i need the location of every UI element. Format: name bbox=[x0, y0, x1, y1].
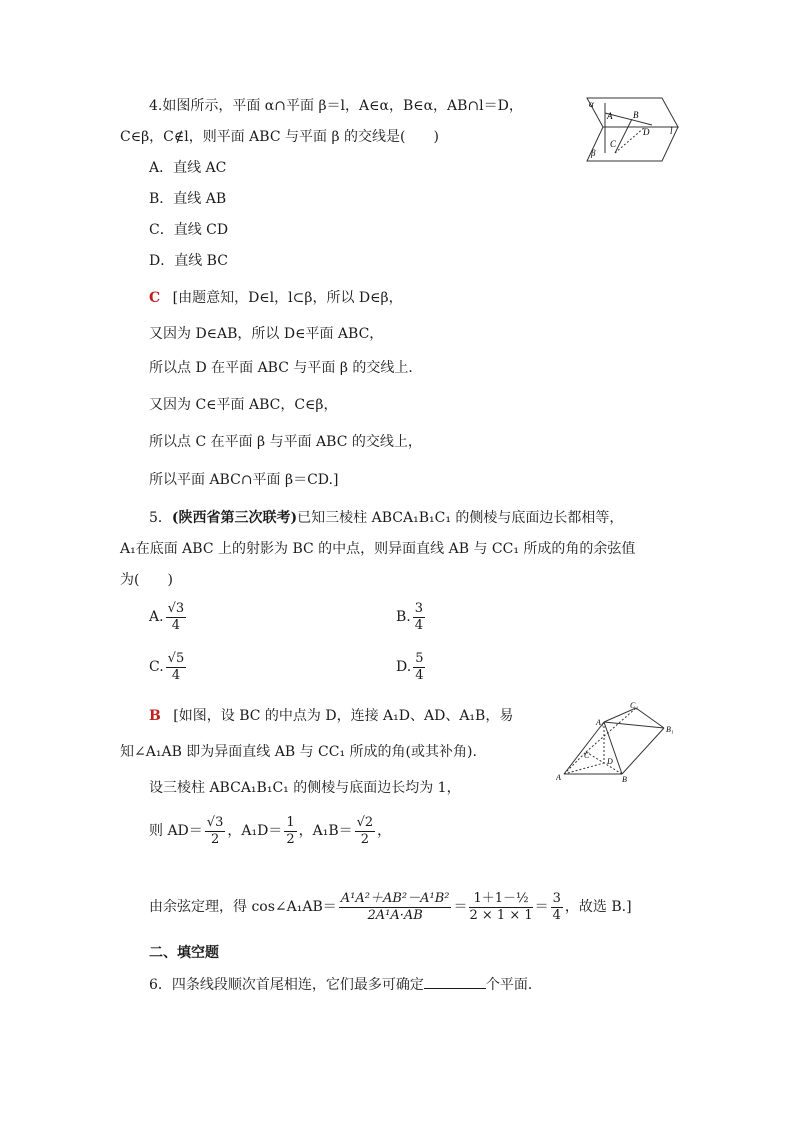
q5-sol5-frac1: $\frac{\text{A¹A²＋AB²－A¹B²}}{\text{2A¹A·AB}}$ bbox=[340, 890, 450, 923]
q5-sol5-pre: 由余弦定理，得 cos∠A₁AB＝ bbox=[149, 899, 337, 915]
q5-sol5-eq: ＝ bbox=[453, 899, 468, 915]
q4-solution-line6: 所以平面 ABC∩平面 β＝CD.] bbox=[149, 472, 339, 488]
q5-solution-line4 bbox=[149, 812, 391, 850]
label-beta: β bbox=[591, 148, 596, 158]
section-heading: 二、填空题 bbox=[149, 945, 219, 961]
q5-stem-line2: A₁在底面 ABC 上的射影为 BC 的中点，则异面直线 AB 与 CC₁ 所成的角的余弦值 bbox=[120, 541, 636, 557]
label-C: C bbox=[610, 139, 617, 149]
q5-sol4-frac3: $\frac{√2}{2}$ bbox=[356, 814, 374, 847]
q4-solution-text1: [由题意知，D∈l，l⊂β，所以 D∈β， bbox=[172, 290, 403, 306]
q5-option-b-fraction: $\frac{3}{4}$ bbox=[414, 600, 424, 633]
label-alpha: α bbox=[589, 99, 594, 109]
q4-solution-line4: 又因为 C∈平面 ABC，C∈β， bbox=[149, 397, 338, 413]
q4-answer-letter: C bbox=[149, 290, 161, 306]
q5-solution-line5 bbox=[149, 888, 632, 926]
q5-option-a-label: A. bbox=[149, 609, 164, 625]
label-A: A bbox=[607, 111, 613, 121]
q4-solution-line5: 所以点 C 在平面 β 与平面 ABC 的交线上， bbox=[149, 434, 422, 450]
q5-sol4-end: ， bbox=[377, 823, 392, 839]
q5-source: (陕西省第三次联考) bbox=[171, 510, 298, 526]
label-l: l bbox=[670, 126, 673, 136]
q5-sol5-eq2: ＝ bbox=[534, 899, 549, 915]
q5-option-c-fraction: $\frac{√5}{4}$ bbox=[167, 650, 185, 683]
q6-answer-blank[interactable] bbox=[424, 974, 486, 989]
q5-option-d-fraction: $\frac{5}{4}$ bbox=[415, 650, 424, 683]
q4-solution-line3: 所以点 D 在平面 ABC 与平面 β 的交线上． bbox=[149, 360, 423, 376]
q4-stem-line2: C∈β，C∉l，则平面 ABC 与平面 β 的交线是( ) bbox=[120, 129, 439, 145]
q4-planes-figure bbox=[577, 95, 679, 165]
label-B: B bbox=[633, 110, 639, 120]
q5-option-a-fraction: $\frac{√3}{4}$ bbox=[167, 600, 185, 633]
q6-stem-pre: 6．四条线段顺次首尾相连，它们最多可确定 bbox=[149, 977, 424, 993]
q5-solution-line3: 设三棱柱 ABCA₁B₁C₁ 的侧棱与底面边长均为 1， bbox=[149, 780, 461, 796]
q5-sol4-frac2: $\frac{1}{2}$ bbox=[286, 814, 295, 847]
q4-option-b: B．直线 AB bbox=[149, 191, 227, 207]
label-A: A bbox=[556, 773, 561, 782]
q5-prism-figure bbox=[556, 700, 680, 784]
label-B1: B₁ bbox=[666, 725, 674, 734]
label-B: B bbox=[622, 775, 627, 784]
q5-option-d-label: D. bbox=[396, 659, 412, 675]
q5-option-a bbox=[149, 600, 188, 634]
label-A1: A₁ bbox=[596, 718, 604, 727]
q5-solution-line2: 知∠A₁AB 即为异面直线 AB 与 CC₁ 所成的角(或其补角). bbox=[120, 744, 477, 760]
q5-answer-letter: B bbox=[149, 708, 161, 724]
q4-solution-line2: 又因为 D∈AB，所以 D∈平面 ABC， bbox=[149, 326, 384, 342]
q5-option-c bbox=[149, 650, 188, 684]
q5-option-b-label: B. bbox=[396, 609, 411, 625]
q5-sol4-frac1: $\frac{√3}{2}$ bbox=[206, 814, 224, 847]
q5-sol5-frac3: $\frac{3}{4}$ bbox=[552, 890, 561, 923]
q5-sol5-frac2: $\frac{\text{1＋1－½}}{2 \times 1 \times 1}$ bbox=[469, 890, 533, 923]
q5-stem-text: 已知三棱柱 ABCA₁B₁C₁ 的侧棱与底面边长都相等， bbox=[297, 510, 624, 526]
label-C: C bbox=[584, 751, 590, 760]
label-D: D bbox=[643, 127, 650, 137]
q5-stem-line3: 为( ) bbox=[120, 572, 173, 588]
q5-option-c-label: C. bbox=[149, 659, 164, 675]
q5-stem-line1 bbox=[149, 508, 623, 528]
q5-sol4-pre: 则 AD＝ bbox=[149, 823, 203, 839]
q5-sol4-mid1: ，A₁D＝ bbox=[227, 823, 283, 839]
q5-solution-text1: [如图，设 BC 的中点为 D，连接 A₁D、AD、A₁B，易 bbox=[173, 708, 514, 724]
q5-sol5-end: ，故选 B.] bbox=[564, 899, 632, 915]
q4-stem-line1: 4.如图所示，平面 α∩平面 β＝l，A∈α，B∈α，AB∩l＝D， bbox=[149, 98, 523, 114]
q6-stem bbox=[149, 974, 542, 995]
q4-option-c: C．直线 CD bbox=[149, 222, 229, 238]
q6-stem-post: 个平面． bbox=[485, 977, 542, 993]
label-D: D bbox=[607, 757, 613, 766]
label-C1: C₁ bbox=[630, 701, 639, 710]
q4-option-d: D．直线 BC bbox=[149, 253, 228, 269]
q5-sol4-mid2: ，A₁B＝ bbox=[298, 823, 353, 839]
q4-option-a: A．直线 AC bbox=[149, 160, 227, 176]
q5-number: 5． bbox=[149, 510, 172, 526]
q5-option-d bbox=[396, 650, 427, 684]
q5-option-b bbox=[396, 600, 427, 634]
q5-solution-line1 bbox=[149, 706, 513, 726]
q4-solution-line1 bbox=[149, 288, 403, 308]
